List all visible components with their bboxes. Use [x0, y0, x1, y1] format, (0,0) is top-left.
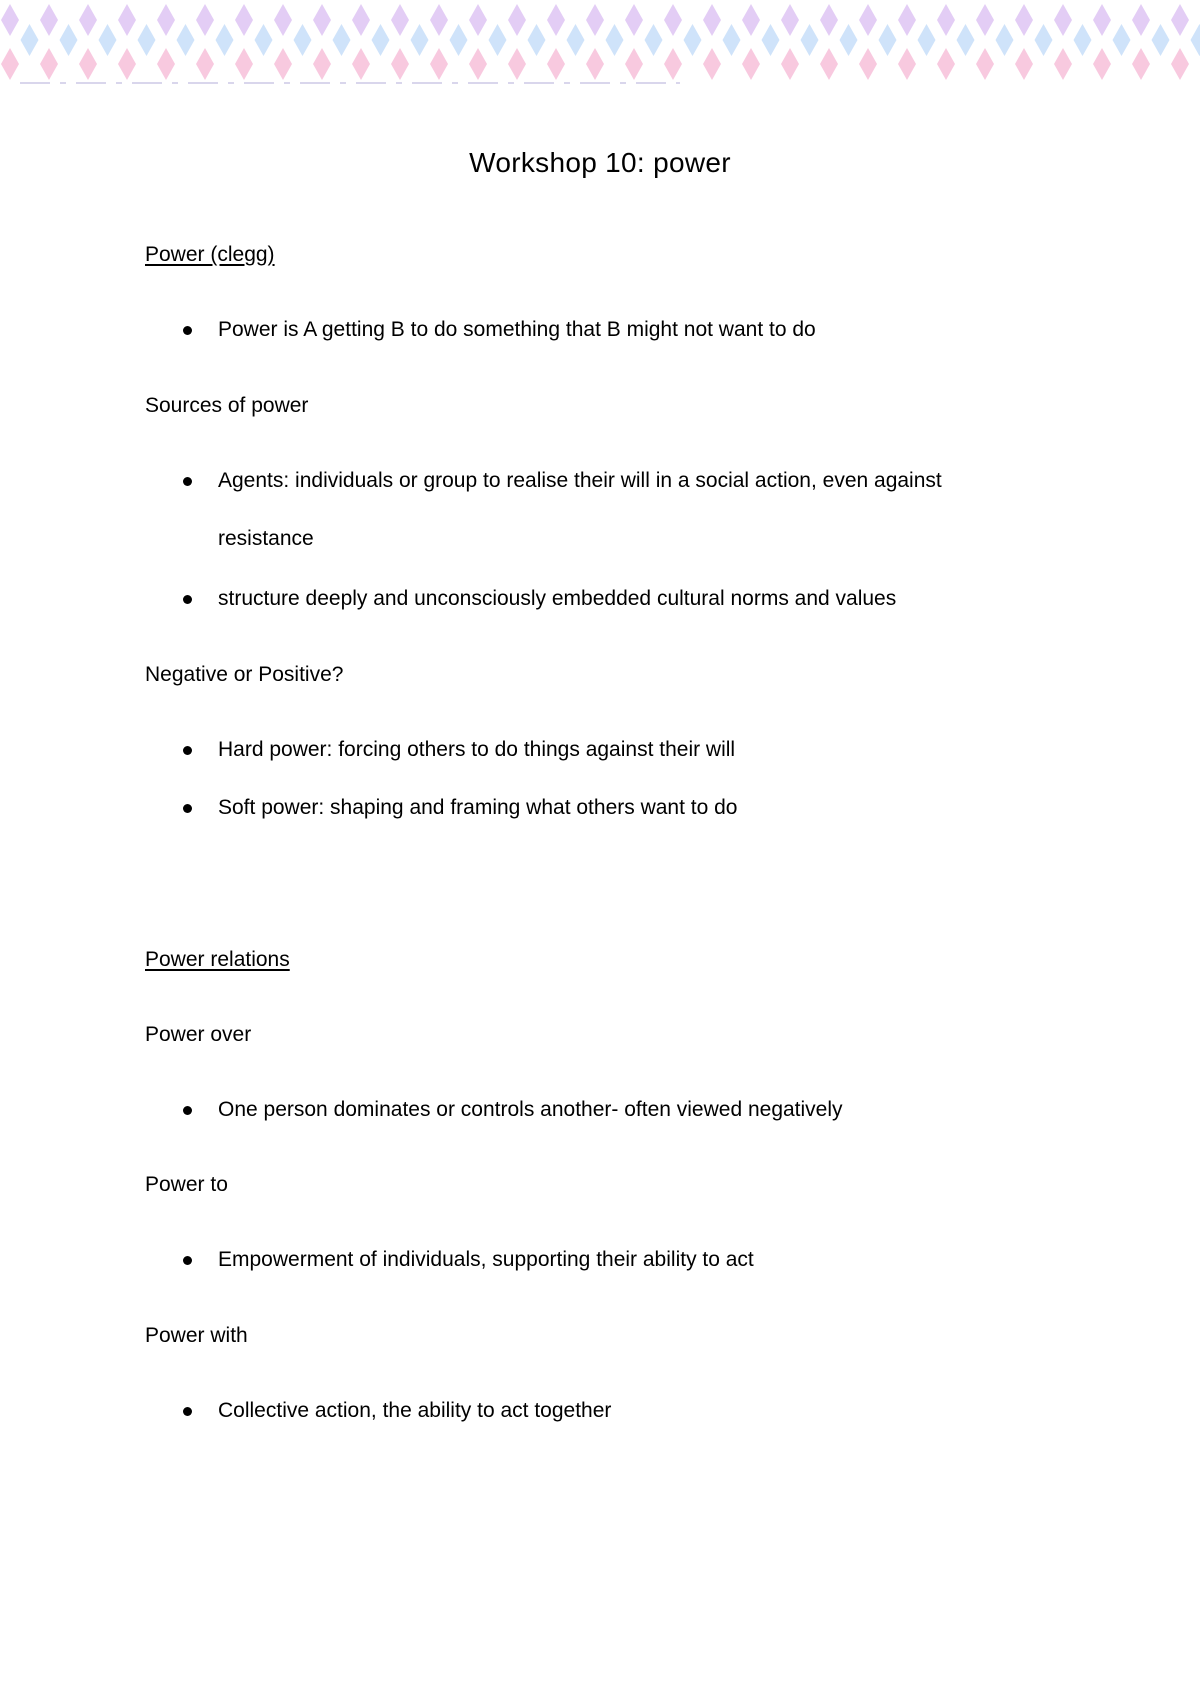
diamond-shape [567, 24, 585, 56]
diamond-shape [352, 4, 370, 36]
heading-power-over: Power over [145, 1023, 252, 1046]
diamond-shape [703, 4, 721, 36]
document-title: Workshop 10: power [469, 147, 731, 178]
diamond-shape [586, 48, 604, 80]
diamond-shape [1152, 24, 1170, 56]
diamond-shape [898, 48, 916, 80]
bullet-agents: Agents: individuals or group to realise their will in a social action, even against resistance [218, 469, 942, 550]
diamond-shape [625, 48, 643, 80]
diamond-shape [1113, 24, 1131, 56]
diamond-shape [1171, 48, 1189, 80]
diamond-shape [79, 4, 97, 36]
diamond-shape [1191, 24, 1200, 56]
diamond-shape [937, 48, 955, 80]
heading-power-with: Power with [145, 1324, 248, 1347]
diamond-shape [469, 48, 487, 80]
diamond-shape [820, 48, 838, 80]
diamond-shape [391, 4, 409, 36]
diamond-shape [333, 24, 351, 56]
diamond-shape [430, 4, 448, 36]
diamond-shape [742, 48, 760, 80]
diamond-shape [1093, 4, 1111, 36]
diamond-shape [1074, 24, 1092, 56]
diamond-shape [294, 24, 312, 56]
diamond-pattern [0, 0, 1200, 92]
diamond-shape [606, 24, 624, 56]
diamond-shape [918, 24, 936, 56]
diamond-shape [430, 48, 448, 80]
diamond-shape [255, 24, 273, 56]
diamond-shape [1, 48, 19, 80]
diamond-shape [645, 24, 663, 56]
diamond-shape [196, 48, 214, 80]
heading-power-clegg: Power (clegg) [145, 243, 275, 266]
diamond-shape [1054, 4, 1072, 36]
diamond-shape [762, 24, 780, 56]
diamond-shape [235, 4, 253, 36]
bullet-dot [183, 477, 192, 486]
diamond-shape [411, 24, 429, 56]
bullet-dot [183, 1106, 192, 1115]
diamond-shape [937, 4, 955, 36]
bullet-power-with: Collective action, the ability to act together [218, 1399, 612, 1422]
diamond-shape [1171, 4, 1189, 36]
diamond-shape [664, 4, 682, 36]
diamond-shape [957, 24, 975, 56]
diamond-shape [547, 48, 565, 80]
diamond-shape [781, 48, 799, 80]
diamond-shape [372, 24, 390, 56]
diamond-shape [1054, 48, 1072, 80]
diamond-shape [235, 48, 253, 80]
diamond-shape [664, 48, 682, 80]
diamond-shape [1035, 24, 1053, 56]
diamond-shape [157, 48, 175, 80]
diamond-shape [840, 24, 858, 56]
diamond-shape [99, 24, 117, 56]
diamond-shape [1132, 4, 1150, 36]
diamond-shape [1015, 48, 1033, 80]
diamond-shape [859, 48, 877, 80]
diamond-shape [196, 4, 214, 36]
diamond-shape [157, 4, 175, 36]
diamond-shape [879, 24, 897, 56]
bullet-dot [183, 746, 192, 755]
diamond-shape [40, 48, 58, 80]
diamond-shape [625, 4, 643, 36]
diamond-shape [723, 24, 741, 56]
bullet-soft-power: Soft power: shaping and framing what others want to do [218, 796, 738, 819]
diamond-shape [118, 4, 136, 36]
bullet-dot [183, 804, 192, 813]
diamond-shape [781, 4, 799, 36]
diamond-shape [1093, 48, 1111, 80]
diamond-shape [118, 48, 136, 80]
diamond-shape [703, 48, 721, 80]
decorative-diamond-header [0, 0, 1200, 92]
diamond-shape [313, 48, 331, 80]
diamond-shape [586, 4, 604, 36]
diamond-shape [528, 24, 546, 56]
heading-power-relations: Power relations [145, 948, 290, 971]
diamond-shape [1015, 4, 1033, 36]
diamond-shape [996, 24, 1014, 56]
diamond-shape [79, 48, 97, 80]
diamond-shape [313, 4, 331, 36]
diamond-shape [547, 4, 565, 36]
bullet-power-over: One person dominates or controls another- often viewed negatively [218, 1098, 843, 1121]
diamond-shape [352, 48, 370, 80]
diamond-shape [820, 4, 838, 36]
bullet-structure: structure deeply and unconsciously embedded cultural norms and values [218, 587, 897, 610]
diamond-shape [976, 48, 994, 80]
bullet-dot [183, 1256, 192, 1265]
diamond-shape [138, 24, 156, 56]
diamond-shape [450, 24, 468, 56]
diamond-shape [469, 4, 487, 36]
diamond-shape [508, 48, 526, 80]
diamond-shape [859, 4, 877, 36]
diamond-shape [274, 48, 292, 80]
diamond-shape [177, 24, 195, 56]
diamond-shape [60, 24, 78, 56]
heading-sources-of-power: Sources of power [145, 394, 309, 417]
diamond-shape [21, 24, 39, 56]
heading-power-to: Power to [145, 1173, 228, 1196]
diamond-shape [898, 4, 916, 36]
diamond-shape [508, 4, 526, 36]
diamond-shape [216, 24, 234, 56]
bullet-dot [183, 1407, 192, 1416]
diamond-shape [684, 24, 702, 56]
diamond-shape [40, 4, 58, 36]
diamond-shape [1, 4, 19, 36]
bullet-hard-power: Hard power: forcing others to do things against their will [218, 738, 736, 761]
bullet-dot [183, 326, 192, 335]
diamond-shape [274, 4, 292, 36]
bullet-dot [183, 595, 192, 604]
diamond-shape [489, 24, 507, 56]
diamond-shape [976, 4, 994, 36]
diamond-shape [801, 24, 819, 56]
heading-negative-or-positive: Negative or Positive? [145, 663, 344, 686]
bullet-power-to: Empowerment of individuals, supporting their ability to act [218, 1248, 754, 1271]
diamond-shape [1132, 48, 1150, 80]
diamond-shape [391, 48, 409, 80]
bullet-power-definition: Power is A getting B to do something that B might not want to do [218, 318, 816, 341]
diamond-shape [742, 4, 760, 36]
